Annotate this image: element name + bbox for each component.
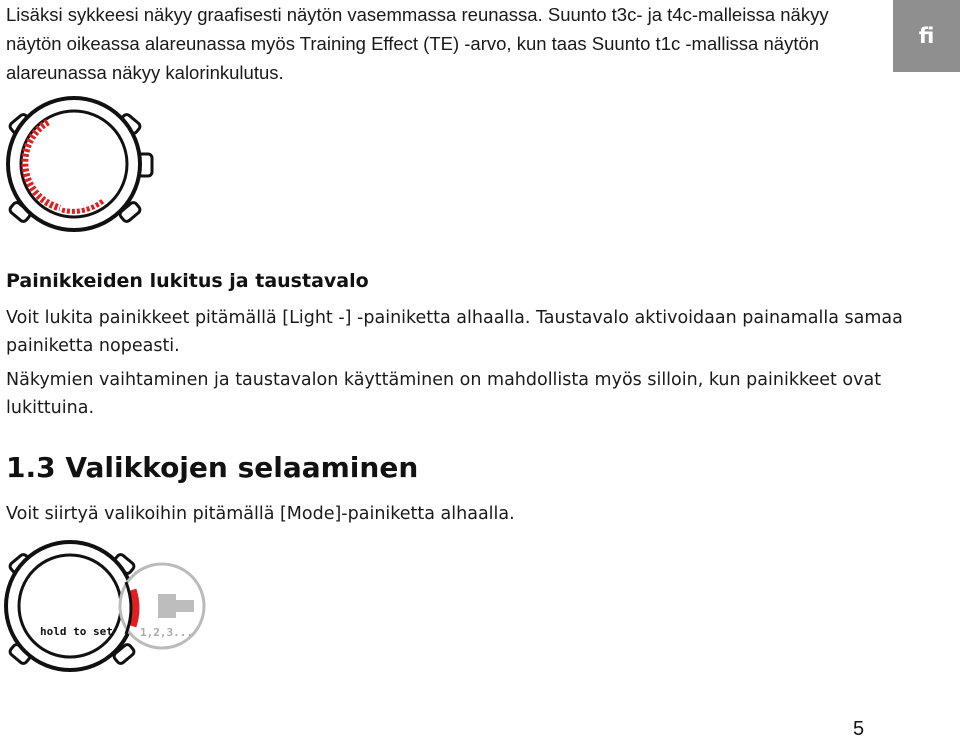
watch-heart-rate-illustration bbox=[4, 96, 154, 236]
page-number: 5 bbox=[853, 718, 865, 740]
language-tab bbox=[893, 0, 960, 72]
menu-paragraph: Voit siirtyä valikoihin pitämällä [Mode]-painiketta alhaalla. bbox=[6, 504, 515, 524]
watch-hold-to-set-illustration bbox=[4, 538, 209, 678]
display-text: hold to set bbox=[40, 625, 113, 638]
views-paragraph: Näkymien vaihtaminen ja taustavalon käyttäminen on mahdollista myös silloin, kun painikkeet ovat lukittuina. bbox=[6, 370, 882, 418]
section-heading-menus: 1.3 Valikkojen selaaminen bbox=[6, 451, 419, 484]
intro-paragraph: Lisäksi sykkeesi näkyy graafisesti näytön vasemmassa reunassa. Suunto t3c- ja t4c-malleissa näkyy näytön oikeassa alareunassa myös Training Effect (TE) -arvo, kun taas Suunto t1c -mallissa näytön alareunassa näkyy kalorinkulutus. bbox=[6, 4, 829, 83]
watch2-face bbox=[19, 555, 121, 657]
language-tab-label: fi bbox=[918, 24, 935, 48]
section-heading-button-lock: Painikkeiden lukitus ja taustavalo bbox=[6, 270, 369, 292]
lock-paragraph: Voit lukita painikkeet pitämällä [Light -] -painiketta alhaalla. Taustavalo aktivoidaan painamalla samaa painiketta nopeasti. bbox=[6, 308, 903, 356]
press-hint: 1,2,3... bbox=[140, 626, 193, 639]
